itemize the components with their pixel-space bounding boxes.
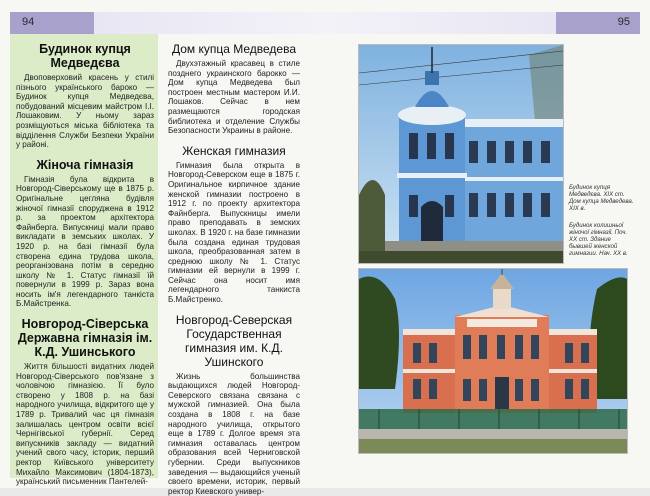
ru-section-1-title: Дом купца Медведева: [171, 42, 297, 56]
ru-section-3-body: Жизнь большинства выдающихся людей Новгород-Северского связана связана с мужской гимназией. Она была создана в 1808 г. на базе народного училища, открытого еще в 1789 г. Долгое время эта гимназия оставалась центром образования всей Черниговской губернии. Среди выпускников заведения — выдающийся ученый своего времени, историк, первый ректор Киевского универ-: [168, 371, 300, 496]
photo-womens-gymnasium: [358, 268, 628, 454]
caption-womens-gymnasium: Будинок колишньої жіночої гімназії. Поч. XX ст. Здание бывшей женской гимназии. Нач. XX в.: [569, 222, 628, 258]
photo-merchant-house: [358, 44, 564, 264]
ua-section-2-body: Гімназія була відкрита в Новгород-Сіверському ще в 1875 р. Оригінальне цегляна будівля жіночої гімназії споруджена в 1912 р. за проектом архітектора Файнберга. Випускниці мали право викладати в земських школах. У 1920 р. на базі гімназії була створена єдина трудова школа, реорганізована потім в середню школу № 1. Статус гімназії їй повернули в 1999 р. Зараз вона носить ім'я легендарного танкіста Б.Майстренка.: [16, 174, 154, 309]
ru-section-2-title: Женская гимназия: [182, 143, 286, 158]
ru-section-2-body: Гимназия была открыта в Новгород-Северском еще в 1875 г. Оригинальное кирпичное здание женской гимназии построено в 1912 г. по проекту архитектора Файнберга. Выпускницы имели право преподавать в земских школах. В 1920 г. на базе гимназии была создана единая трудовая школа, преобразованная затем в среднюю школу № 1. Статус гимназии ей вернули в 1999 г. Сейчас она носит имя легендарного танкиста Б.Майстренко.: [168, 160, 300, 305]
ua-section-1-body: Двоповерховий красень у стилі пізнього українського бароко — Будинок купця Медведєва, побудований місцевим майстром І.І. Лошаковим. У ньому зараз розміщуються міська бібліотека та відділення Служби Безпеки України у районі.: [16, 73, 154, 150]
ua-section-2-title: Жіноча гімназія: [36, 157, 134, 172]
page-number-right: 95: [617, 16, 630, 28]
ua-section-3-body: Життя більшості видатних людей Новгород-Сіверського пов'язане з чоловічою гімназією. Її було створено у 1808 р. на базі народного училища, відкритого ще у 1789 р. Тривалий час ця гімназія залишалась центром освіти всієї Чернігівської губернії. Серед випускників закладу — видатний учений свого часу, історик, перший ректор Київського університету Михайло Максимович (1804-1873), український письменник Пантелей-: [16, 362, 154, 487]
russian-text-column: [162, 34, 302, 496]
ua-section-3-title: Новгород-Сіверська Державна гімназія ім. К.Д. Ушинського: [17, 317, 153, 360]
ru-section-3-title: Новгород-Северская Государственная гимназия им. К.Д. Ушинского: [175, 312, 293, 369]
page-number-left: 94: [22, 16, 35, 28]
ru-section-1-body: Двухэтажный красавец в стиле позднего украинского барокко — Дом купца Медведева был построен местным мастером И.И. Лошаков. Сейчас в нем размещаются городская библиотека и отделение Службы Безопасности Украины в районе.: [168, 59, 300, 136]
header-bar-middle: [94, 12, 556, 34]
ua-section-1-title: Будинок купця Медведєва: [39, 42, 131, 70]
ukrainian-text-column: [10, 34, 158, 487]
caption-merchant-house: Будинок купця Медведєва. XIX ст. Дом купца Медведева. XIX в.: [569, 184, 634, 213]
